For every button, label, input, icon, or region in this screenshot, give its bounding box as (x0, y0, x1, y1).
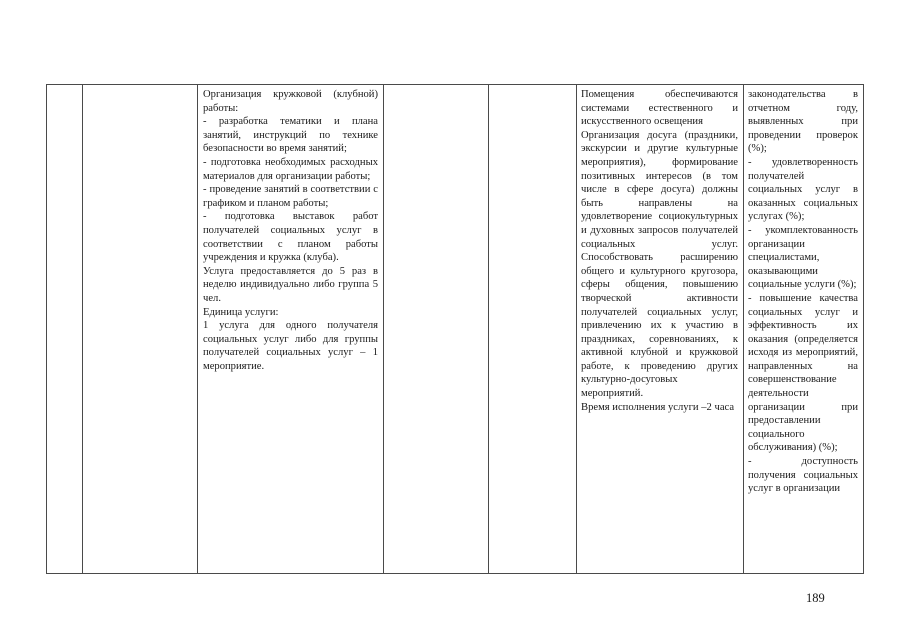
performance-indicators-cell (748, 88, 858, 496)
text-line: Время исполнения услуги –2 часа (581, 401, 735, 413)
col-border (743, 84, 744, 574)
page-number: 189 (806, 591, 825, 605)
text-line: - укомплектованность организации специалистами, оказывающими социальные услуги (%); (748, 224, 858, 291)
table-bottom-border (46, 573, 864, 574)
service-content-cell (203, 88, 378, 373)
text-line: Организация досуга (праздники, экскурсии и другие культурные мероприятия), формирование позитивных интересов (в том числе в сфере досуга) должны быть направлены на удовлетворение социокультурных и духовных запросов получателей социальных услуг. Способствовать расширению общего и культурного кругозора, сферы общения, повышению творческой активности получателей социальных услуг, привлечению их к участию в праздниках, соревнованиях, к активной клубной и кружковой работе, к проведению других культурно-досуговых мероприятий. (581, 129, 738, 400)
text-line: - повышение качества социальных услуг и эффективность их оказания (определяется исходя из мероприятий, направленных на совершенствование деятельности организации при предоставлении социального обслуживания) (%); (748, 292, 858, 454)
text-line: - доступность получения социальных услуг в организации (748, 456, 858, 495)
col-border (576, 84, 577, 574)
text-line: - разработка тематики и плана занятий, инструкций по технике безопасности во время занятий; (203, 116, 378, 155)
text-line: - подготовка необходимых расходных материалов для организации работы; (203, 156, 378, 182)
text-line: - проведение занятий в соответствии с графиком и планом работы; (203, 184, 378, 209)
quality-requirements-cell (581, 88, 738, 414)
col-border (863, 84, 864, 574)
col-border (383, 84, 384, 574)
col-border (46, 84, 47, 574)
text-line: 1 услуга для одного получателя социальных услуг либо для группы получателей социальных услуг – 1 мероприятие. (203, 320, 378, 372)
text-line: - удовлетворенность получателей социальных услуг в оказанных социальных услугах (%); (748, 156, 858, 223)
text-line: Услуга предоставляется до 5 раз в неделю индивидуально либо группа 5 чел. (203, 265, 378, 304)
text-line: Организация кружковой (клубной) работы: (203, 89, 378, 114)
col-border (197, 84, 198, 574)
text-line: Единица услуги: (203, 306, 279, 318)
text-line: Помещения обеспечиваются системами естественного и искусственного освещения (581, 89, 738, 128)
table-top-border (46, 84, 864, 85)
col-border (488, 84, 489, 574)
col-border (82, 84, 83, 574)
text-line: - подготовка выставок работ получателей социальных услуг в соответствии с планом работы учреждения и кружка (клуба). (203, 211, 378, 264)
services-table (46, 84, 864, 574)
text-line: законодательства в отчетном году, выявленных при проведении проверок (%); (748, 89, 858, 155)
